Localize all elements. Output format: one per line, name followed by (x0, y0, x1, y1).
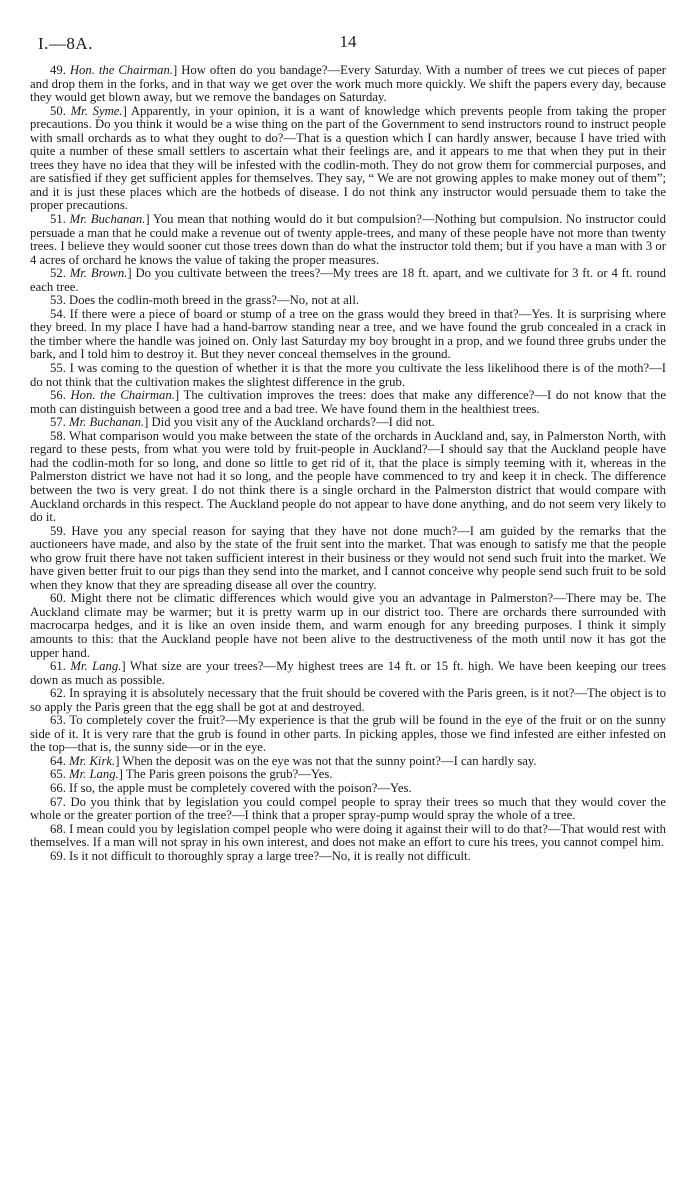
paragraph-number: 62. (50, 686, 66, 701)
paragraph-text: In spraying it is absolutely necessary that the fruit should be covered with the Paris green, is it not?—The object is to so apply the Paris green that the egg shall be got at and destroyed. (30, 686, 667, 714)
paragraph-number: 69. (50, 848, 66, 863)
paragraph-number: 53. (50, 293, 66, 308)
paragraph (30, 308, 666, 362)
page-number: 14 (339, 32, 357, 51)
speaker-name: Hon. the Chairman. (70, 388, 175, 403)
paragraph-number: 54. (50, 306, 66, 321)
paragraph-number: 55. (50, 361, 66, 376)
paragraph-number: 58. (50, 428, 66, 443)
paragraph-number: 65. (50, 767, 66, 782)
paragraph-text: If there were a piece of board or stump of a tree on the grass would they breed in that?—Yes. It is surprising where they breed. In my place I have had a hand-barrow standing near a tree, and we have found the grub concealed in a crack in the timber where the handle was joined on. Only last Saturday my boy brought in a prop, and we found three grubs under the bark, and I told him to destroy it. But they never conceal themselves in the ground. (30, 306, 666, 362)
speaker-name: Mr. Kirk. (69, 753, 116, 768)
speaker-name: Mr. Syme. (70, 103, 123, 118)
paragraph-number: 51. (50, 212, 66, 227)
paragraph (30, 430, 666, 525)
paragraph-number: 50. (50, 103, 66, 118)
paragraph: 65. Mr. Lang.] The Paris green poisons the grub?—Yes. (50, 767, 333, 782)
paragraph-text: I was coming to the question of whether it is that the more you cultivate the less likelihood there is of the moth?—I do not think that the cultivation makes the slightest difference in the grub. (30, 361, 667, 389)
paragraph-text: You mean that nothing would do it but compulsion?—Nothing but compulsion. No instructor could persuade a man that he could make a revenue out of twenty apple-trees, and many of these people have not more than twenty trees. I believe they would sooner cut those trees down than do what the instructor told them; but if you have a man with 3 or 4 acres of orchard he knows the value of taking the proper measures. (30, 212, 666, 267)
paragraph: 61. Mr. Lang.] What size are your trees?—My highest trees are 14 ft. or 15 ft. high. We have been keeping our trees down as much as possible. (30, 659, 667, 687)
paragraph-number: 60. (50, 591, 66, 606)
paragraph-text: The Paris green poisons the grub?—Yes. (125, 767, 333, 782)
paragraph: 56. Hon. the Chairman.] The cultivation improves the trees: does that make any difference?—I do not know that the moth can distinguish between a good tree and a bad tree. We have found them in the healthiest trees. (30, 388, 667, 416)
paragraph-text: Do you cultivate between the trees?—My trees are 18 ft. apart, and we cultivate for 3 ft. or 4 ft. round each tree. (30, 266, 667, 294)
paragraph-text: Apparently, in your opinion, it is a want of knowledge which prevents people from taking the proper precautions. Do you think it would be a wise thing on the part of the Government to send instructors round to instruct people with small orchards as to what they ought to do?—That is a question which I can hardly answer, because I have tried with quite a number of these small settlers to ascertain what their feelings are, and it appears to me that when they put in their trees they have no idea that they will be infested with the codlin-moth. They do not grow them for commercial purposes, and are satisfied if they get sufficient apples for themselves. They say, “ We are not growing apples to make money out of them”; and it is just these places which are the hotbeds of disease. I do not think any instructor would persuade them to take the proper precautions. (30, 103, 666, 213)
paragraph (30, 294, 666, 308)
paragraph-text: Does the codlin-moth breed in the grass?—No, not at all. (69, 293, 360, 308)
paragraph-text: Did you visit any of the Auckland orchards?—I did not. (151, 415, 435, 430)
paragraph: 57. Mr. Buchanan.] Did you visit any of the Auckland orchards?—I did not. (50, 415, 435, 430)
paragraph-text: Is it not difficult to thoroughly spray a large tree?—No, it is really not difficult. (69, 848, 471, 863)
paragraph (30, 525, 666, 593)
paragraph-text: Might there not be climatic differences which would give you an advantage in Palmerston?—There may be. The Auckland climate may be warmer; but it is pretty warm up in our district too. There are orchards there surrounded with macrocarpa hedges, and it is like an oven inside them, and warm enough for any breeding purposes. I think it simply amounts to this: that the Auckland people have not been alive to the destructiveness of the moth until now it has got the upper hand. (30, 591, 667, 660)
speaker-name: Mr. Buchanan. (69, 212, 146, 227)
paragraph: 64. Mr. Kirk.] When the deposit was on the eye was not that the sunny point?—I can hardly say. (50, 753, 537, 768)
speaker-name: Mr. Brown. (69, 266, 128, 281)
paragraph-text: Do you think that by legislation you could compel people to spray their trees so much that they would cover the whole or the greater portion of the tree?—I think that a proper spray-pump would spray the whole of a tree. (30, 794, 667, 823)
paragraph: 49. Hon. the Chairman.] How often do you bandage?—Every Saturday. With a number of trees we cut pieces of paper and drop them in the forks, and in that way we get over the work much more quickly. We shift the papers every day, because they would get blown away, but we remove the bandages on Saturday. (30, 63, 667, 105)
paragraph-text: Have you any special reason for saying that they have not done much?—I am guided by the remarks that the auctioneers have made, and also by the state of the fruit sent into the market. That was enough to satisfy me that the people who grow fruit there have not taken sufficient interest in their business or they would not send such fruit into the market. We have given better fruit to our pigs than they send into the market, and I cannot conceive why people send such fruit to be sold when they know that they are spreading disease all over the country. (30, 523, 666, 592)
paragraph (30, 362, 666, 389)
paragraph-number: 67. (50, 794, 66, 809)
paragraph (30, 592, 666, 660)
paragraph-number: 63. (50, 713, 66, 728)
document-reference: I.—8A. (38, 34, 93, 53)
paragraph-number: 57. (50, 415, 66, 430)
paragraph: 51. Mr. Buchanan.] You mean that nothing would do it but compulsion?—Nothing but compulsion. No instructor could persuade a man that he could make a revenue out of twenty apple-trees, and many of these people have not more than twenty trees. I believe they would sooner cut those trees down than do what the instructor told them; but if you have a man with 3 or 4 acres of orchard he knows the value of taking the proper measures. (30, 212, 666, 267)
paragraph: 50. Mr. Syme.] Apparently, in your opinion, it is a want of knowledge which prevents people from taking the proper precautions. Do you think it would be a wise thing on the part of the Government to send instructors round to instruct people with small orchards as to what they ought to do?—That is a question which I can hardly answer, because I have tried with quite a number of these small settlers to ascertain what their feelings are, and it appears to me that when they put in their trees they have no idea that they will be infested with the codlin-moth. They do not grow them for commercial purposes, and are satisfied if they get sufficient apples for themselves. They say, “ We are not growing apples to make money out of them”; and it is just these places which are the hotbeds of disease. I do not think any instructor would persuade them to take the proper precautions. (30, 103, 666, 213)
paragraph-text: To completely cover the fruit?—My experience is that the grub will be found in the eye of the fruit or on the sunny side of it. It is very rare that the grub is found in other parts. In picking apples, those we find infested are either infested on the top—that is, the sunny side—or in the eye. (30, 713, 666, 755)
speaker-name: Hon. the Chairman. (69, 63, 173, 77)
document-body (30, 64, 666, 863)
paragraph (30, 714, 666, 755)
paragraph (30, 850, 666, 864)
paragraph-text: If so, the apple must be completely covered with the poison?—Yes. (69, 780, 412, 795)
paragraph (30, 687, 666, 714)
paragraph-number: 66. (50, 780, 66, 795)
paragraph (30, 782, 666, 796)
paragraph-text: The cultivation improves the trees: does that make any difference?—I do not know that the moth can distinguish between a good tree and a bad tree. We have found them in the healthiest trees. (30, 388, 667, 416)
paragraph-number: 64. (50, 753, 66, 768)
paragraph (30, 796, 666, 823)
speaker-name: Mr. Lang. (70, 659, 122, 674)
paragraph-number: 49. (50, 63, 66, 77)
page-header (30, 28, 666, 54)
speaker-name: Mr. Lang. (69, 767, 119, 782)
paragraph: 52. Mr. Brown.] Do you cultivate between the trees?—My trees are 18 ft. apart, and we cultivate for 3 ft. or 4 ft. round each tree. (30, 266, 667, 294)
paragraph-number: 68. (50, 821, 66, 836)
paragraph-text: I mean could you by legislation compel people who were doing it against their will to do that?—That would rest with themselves. If a man will not spray in his own interest, and does not make an effort to cure his trees, you cannot compel him. (30, 821, 667, 850)
paragraph-number: 61. (50, 659, 66, 674)
paragraph-number: 56. (50, 388, 66, 403)
paragraph (30, 823, 666, 850)
paragraph-number: 52. (50, 266, 66, 281)
speaker-name: Mr. Buchanan. (69, 415, 145, 430)
paragraph-text: What comparison would you make between the state of the orchards in Auckland and, say, in Palmerston North, with regard to these pests, from what you were told by fruit-people in Auckland?—I should say that the Auckland people have had the codlin-moth for so long, and done so little to get rid of it, that the place is simply teeming with it, whereas in the Palmerston district we have not had it so long, and the people have commenced to try and keep it in check. The difference between the two is very great. I do not think there is a single orchard in the Palmerston district that would compare with Auckland orchards in this respect. The Auckland people do not appear to have done anything, and do not seem very likely to do it. (30, 428, 666, 525)
document-page (30, 28, 666, 863)
paragraph-text: When the deposit was on the eye was not that the sunny point?—I can hardly say. (122, 753, 537, 768)
paragraph-number: 59. (50, 523, 66, 538)
paragraph-text: What size are your trees?—My highest trees are 14 ft. or 15 ft. high. We have been keeping our trees down as much as possible. (30, 659, 667, 687)
paragraph-text: How often do you bandage?—Every Saturday. With a number of trees we cut pieces of paper and drop them in the forks, and in that way we get over the work much more quickly. We shift the papers every day, because they would get blown away, but we remove the bandages on Saturday. (30, 63, 667, 105)
